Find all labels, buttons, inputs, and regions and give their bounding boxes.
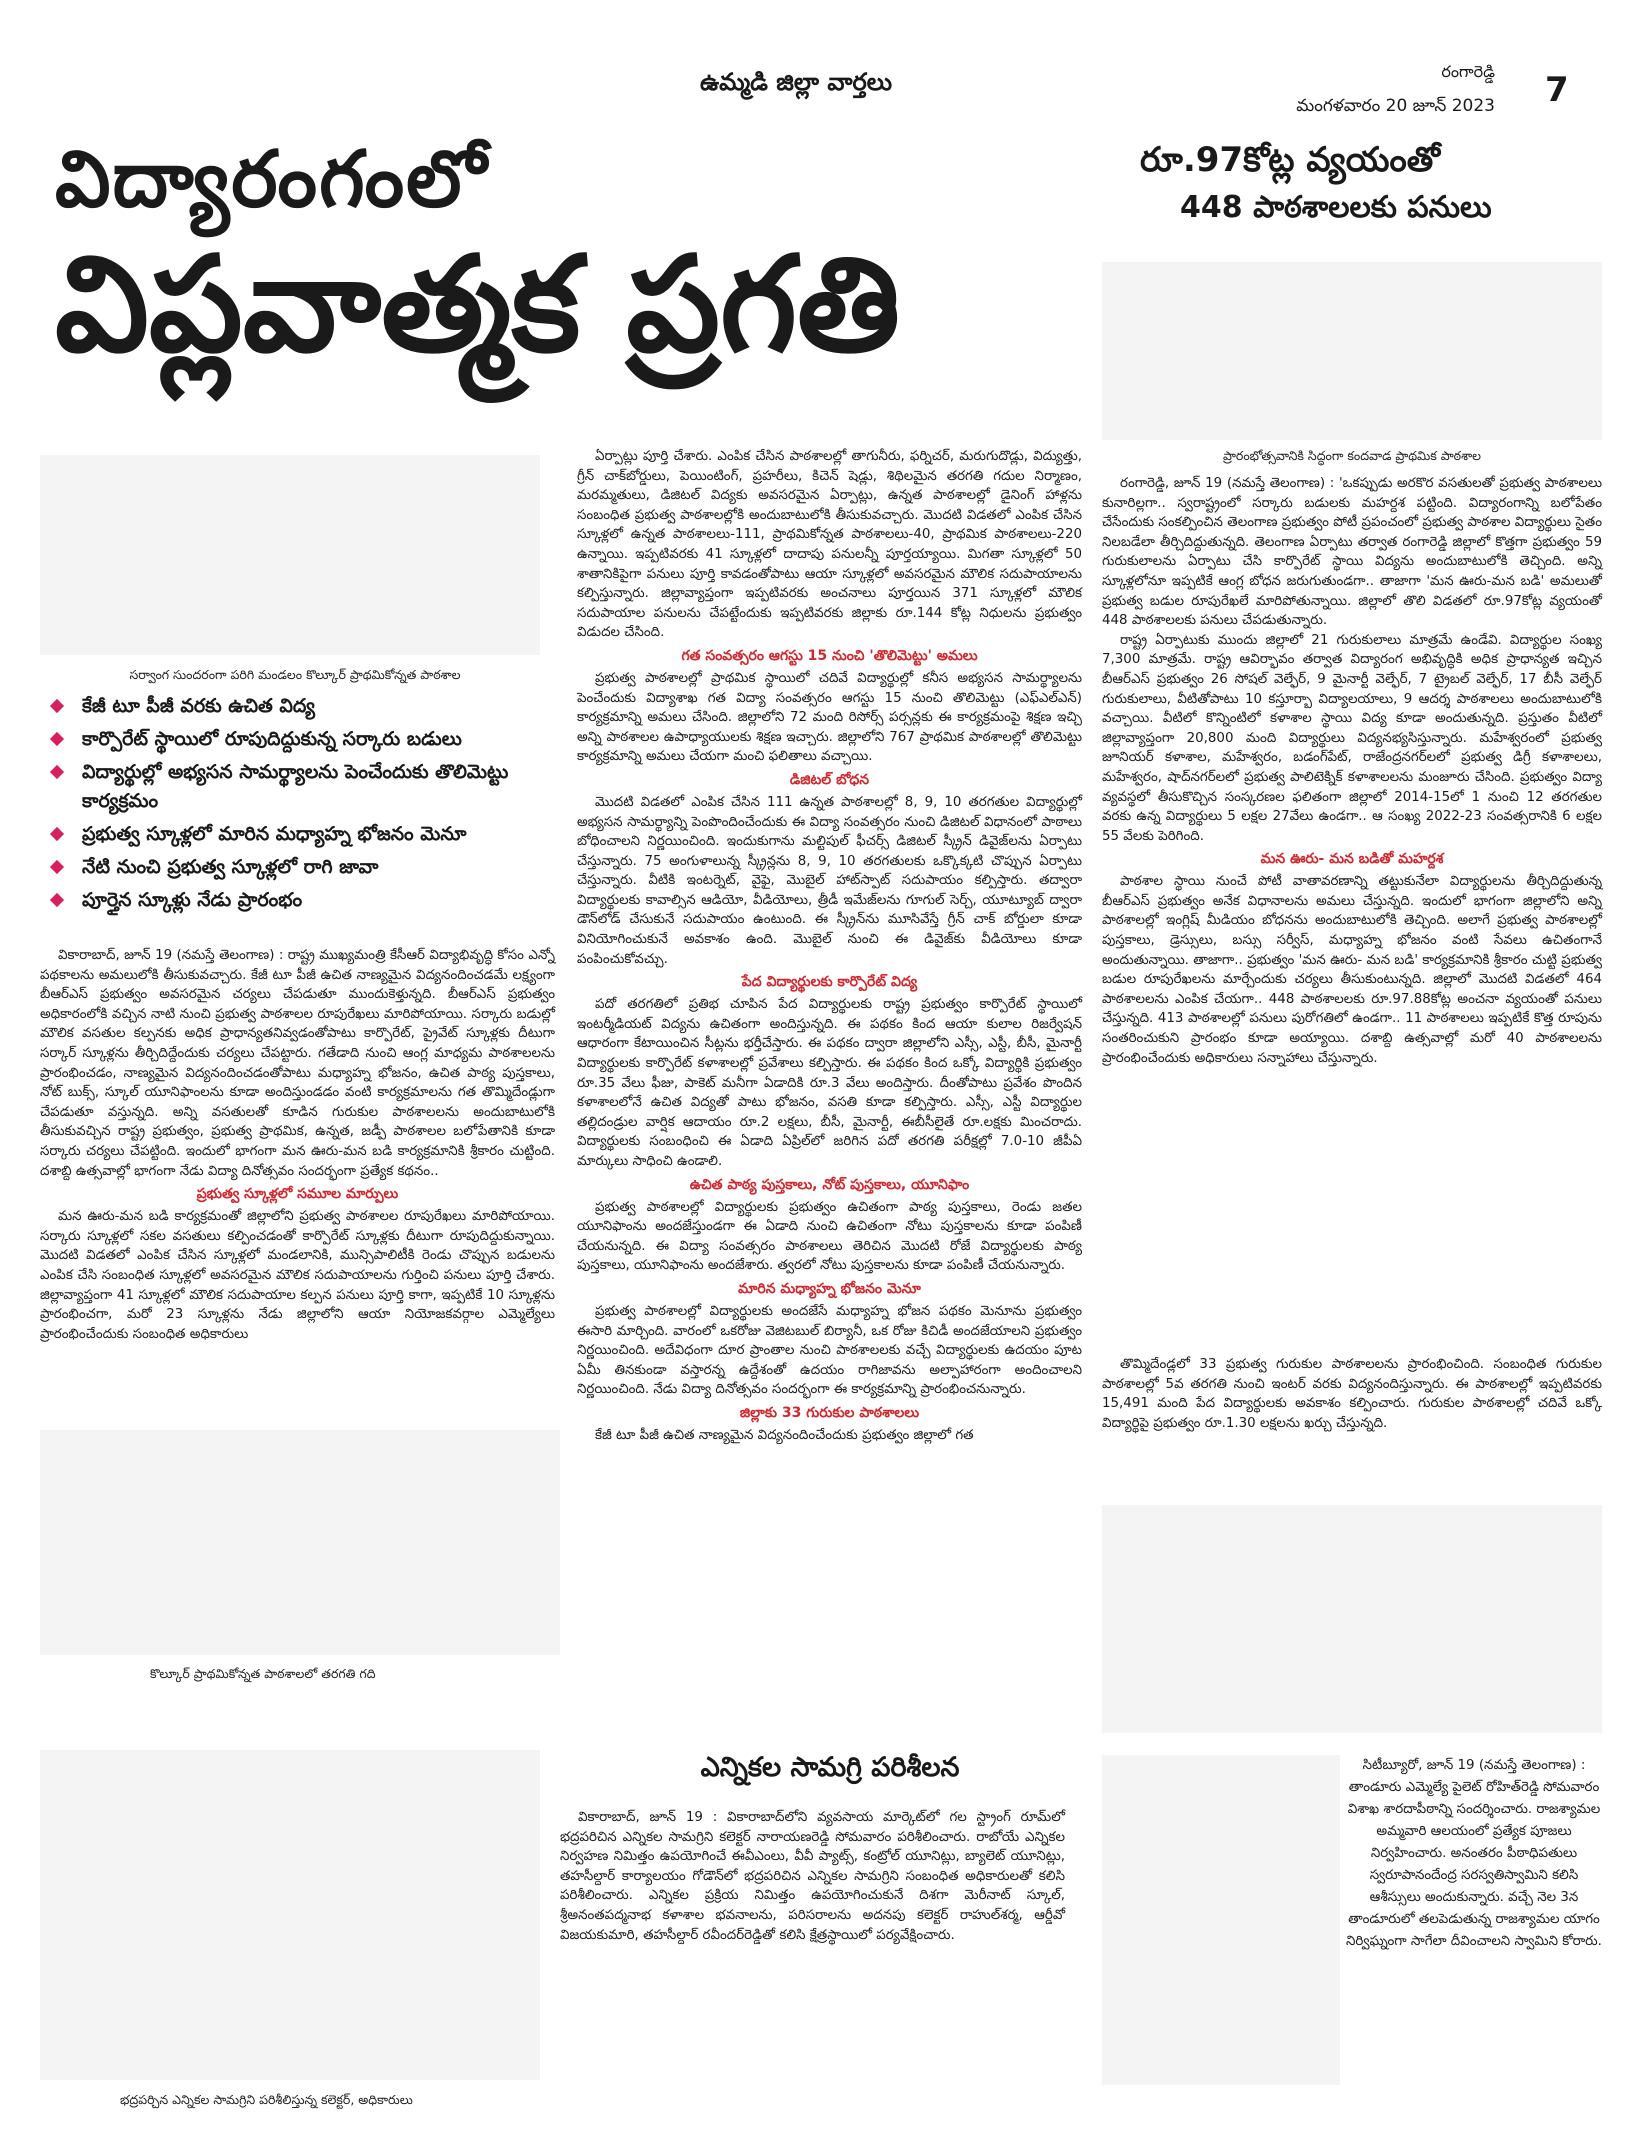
school-photo-kandawada	[1102, 262, 1602, 440]
election-photo-caption: భద్రపర్చిన ఎన్నికల సామగ్రిని పరిశీలిస్తున్న కలెక్టర్, అధికారులు	[120, 2092, 413, 2107]
election-story-title: ఎన్నికల సామగ్రి పరిశీలన	[700, 1752, 960, 1783]
col3-paragraph: రంగారెడ్డి, జూన్ 19 (నమస్తే తెలంగాణ) : 'ఒకప్పుడు అరకొర వసతులతో ప్రభుత్వ పాఠశాలలు కునారిల్లగా.. స్వరాష్ట్రంలో సర్కారు బడులకు మహర్దశ పట్టింది. విద్యారంగాన్ని బలోపేతం చేసేందుకు సంకల్పించిన తెలంగాణ ప్రభుత్వం పోటీ ప్రపంచంలో ప్రభుత్వ పాఠశాల విద్యార్థులు సైతం నిలబడేలా తీర్చిదిద్దుతున్నది. తెలంగాణ ఏర్పాటు తర్వాత రంగారెడ్డి జిల్లాలో కొత్తగా ప్రభుత్వం 59 గురుకులాలను ఏర్పాటు చేసి కార్పొరేట్ స్థాయి విద్యను అందుబాటులోకి తెచ్చింది. అన్ని స్కూళ్లలోనూ ఇప్పటికే ఆంగ్ల బోధన జరుగుతుండగా.. తాజాగా 'మన ఊరు-మన బడి' అమలుతో ప్రభుత్వ బడుల రూపురేఖలే మారిపోతున్నాయి. జిల్లాలో తొలి విడతలో రూ.97కోట్ల వ్యయంతో 448 పాఠశాలలకు పనులు చేపడుతున్నారు.	[1102, 476, 1602, 629]
page-number: 7	[1545, 70, 1569, 110]
subheadline-line1: రూ.97కోట్ల వ్యయంతో	[1140, 140, 1440, 180]
top-right-photo-caption: ప్రారంభోత్సవానికి సిద్ధంగా కందవాడ ప్రాథమిక పాఠశాల	[1223, 448, 1481, 463]
col2-paragraph: ఏర్పాట్లు పూర్తి చేశారు. ఎంపిక చేసిన పాఠశాలల్లో తాగునీరు, ఫర్నిచర్, మరుగుదొడ్లు, విద్యుత్తు, గ్రీన్ చాక్‌బోర్డులు, పెయింటింగ్, ప్రహరీలు, కిచెన్ షెడ్లు, శిథిలమైన తరగతి గదుల నిర్మాణం, మరమ్మతులు, డిజిటల్ విద్యకు అవసరమైన ఏర్పాట్లు, ఉన్నత పాఠశాలల్లో డైనింగ్ హాళ్లను సంబంధిత ప్రభుత్వ పాఠశాలల్లోకి అందుబాటులోకి తీసుకువచ్చారు. మొదటి విడతలో ఎంపిక చేసిన స్కూళ్లలో ఉన్నత పాఠశాలలు-111, ప్రాథమికోన్నత పాఠశాలలు-40, ప్రాథమిక పాఠశాలలు-220 ఉన్నాయి. ఇప్పటివరకు 41 స్కూళ్లలో దాదాపు పనులన్నీ పూర్తయ్యాయి. మిగతా స్కూళ్లలో 50 శాతానికిపైగా పనులు పూర్తి కావడంతోపాటు ఆయా స్కూళ్లలో అవసరమైన మౌలిక సదుపాయాలను కల్పిస్తున్నారు. జిల్లావ్యాప్తంగా ఇప్పటివరకు అంచనాలు పూర్తయిన 371 స్కూళ్లలో మౌలిక సదుపాయాల పనులను చేపట్టేందుకు ఇప్పటివరకు జిల్లాకు రూ.144 కోట్ల నిధులను ప్రభుత్వం విడుదల చేసింది.	[577, 449, 1082, 641]
election-paragraph: వికారాబాద్, జూన్ 19 : వికారాబాద్‌లోని వ్యవసాయ మార్కెట్‌లో గల స్ట్రాంగ్ రూమ్‌లో భద్రపరిచిన ఎన్నికల సామగ్రిని కలెక్టర్ నారాయణరెడ్డి సోమవారం పరిశీలించారు. రాబోయే ఎన్నికల నిర్వహణ నిమిత్తం ఉపయోగించే ఈవీఎంలు, వీవీ ప్యాట్స్, కంట్రోల్ యూనిట్లు, బ్యాలెట్ యూనిట్లు, తహసీల్దార్ కార్యాలయం గోడౌన్‌లో భద్రపరిచిన ఎన్నికల సామగ్రిని సంబంధిత అధికారులతో కలిసి పరిశీలించారు. ఎన్నికల ప్రక్రియ నిమిత్తం ఉపయోగించుకునే దిశగా మెరీనాట్ స్కూల్, శ్రీఅనంతపద్మనాభ కళాశాల భవనాలను, పరిసరాలను అదనపు కలెక్టర్ రాహుల్‌శర్మ, ఆర్డీవో విజయకుమారి, తహసీల్దార్ రవీందర్‌రెడ్డితో కలిసి క్షేత్రస్థాయిలో పర్యవేక్షించారు.	[560, 1810, 1065, 1943]
col2-paragraph: ప్రభుత్వ పాఠశాలల్లో ప్రాథమిక స్థాయిలో చదివే విద్యార్థుల్లో కనీస అభ్యసన సామర్థ్యాలను పెంచేందుకు విద్యాశాఖ గత విద్యా సంవత్సరం ఆగస్టు 15 నుంచి తొలిమెట్టు (ఎఫ్‌ఎల్‌ఎన్) కార్యక్రమాన్ని అమలు చేసింది. జిల్లాలోని 72 మంది రిసోర్స్ పర్సన్లకు ఈ కార్యక్రమంపై శిక్షణ ఇచ్చి అన్ని పాఠశాలల ఉపాధ్యాయులకు శిక్షణ ఇచ్చారు. జిల్లాలోని 767 ప్రాథమిక పాఠశాలల్లో తొలిమెట్టు కార్యక్రమాన్ని అమలు చేయగా మంచి ఫలితాలు వచ్చాయి.	[577, 670, 1082, 765]
highlight-item: నేటి నుంచి ప్రభుత్వ స్కూళ్లలో రాగి జావా	[40, 853, 560, 882]
classroom-photo	[40, 1430, 560, 1655]
brief-story-body	[1345, 1755, 1603, 1953]
col3-paragraph: తొమ్మిదేండ్లలో 33 ప్రభుత్వ గురుకుల పాఠశాలలను ప్రారంభించింది. సంబంధిత గురుకుల పాఠశాలల్లో 5వ తరగతి నుంచి ఇంటర్ వరకు విద్యనందిస్తున్నారు. ఈ పాఠశాలల్లో ఇప్పటివరకు 15,491 మంది పేద విద్యార్థులకు అవకాశం కల్పించారు. గురుకుల పాఠశాలల్లో చదివే ఒక్కో విద్యార్థిపై ప్రభుత్వం రూ.1.30 లక్షలను ఖర్చు చేస్తున్నది.	[1102, 1357, 1602, 1431]
highlight-item: పూర్తైన స్కూళ్లు నేడు ప్రారంభం	[40, 886, 560, 915]
district-label: రంగారెడ్డి	[1441, 62, 1495, 81]
temple-visit-photo	[1102, 1505, 1602, 1733]
col2-paragraph: మొదటి విడతలో ఎంపిక చేసిన 111 ఉన్నత పాఠశాలల్లో 8, 9, 10 తరగతుల విద్యార్థుల్లో అభ్యసన సామర్థ్యాన్ని పెంపొందించేందుకు ఈ విద్యా సంవత్సరం నుంచి డిజిటల్ విధానంలో పాఠాలు బోధించాలని నిర్ణయించింది. ఇందుకుగాను మల్టిపుల్ ఫీచర్స్ డిజిటల్ స్క్రీన్ డివైజ్‌లను ఏర్పాటు చేస్తున్నారు. 75 అంగుళాలున్న స్క్రీన్లను 8, 9, 10 తరగతులకు ఒక్కొక్కటి చొప్పున ఏర్పాటు చేస్తున్నారు. వీటికి ఇంటర్నెట్, వైఫై, మొబైల్ హాట్‌స్పాట్ సదుపాయం కల్పిస్తారు. తద్వారా విద్యార్థులకు కావాల్సిన ఆడియో, వీడియోలు, త్రీడీ ఇమేజ్‌లను గూగుల్ సెర్చ్, యూట్యూబ్ ద్వారా డౌన్‌లోడ్ చేసుకునే సదుపాయం ఉంటుంది. ఈ స్క్రీన్‌ను మూసివేస్తే గ్రీన్ చాక్ బోర్డులా కూడా వినియోగించుకునే అవకాశం ఉంది. మొబైల్ నుంచి ఈ డివైజ్‌కు వీడియోలు కూడా పంపించుకోవచ్చు.	[577, 794, 1082, 967]
highlight-item: విద్యార్థుల్లో అభ్యసన సామర్థ్యాలను పెంచేందుకు తొలిమెట్టు కార్యక్రమం	[40, 758, 560, 816]
left-photo-caption: సర్వాంగ సుందరంగా పరిగి మండలం కొల్కూర్ ప్రాథమికోన్నత పాఠశాల	[129, 667, 461, 682]
highlight-item: కార్పొరేట్ స్థాయిలో రూపుదిద్దుకున్న సర్కారు బడులు	[40, 725, 560, 754]
subheading: డిజిటల్ బోధన	[789, 771, 870, 788]
subheading: గత సంవత్సరం ఆగస్టు 15 నుంచి 'తొలిమెట్టు' అమలు	[681, 647, 978, 664]
col1-paragraph: వికారాబాద్, జూన్ 19 (నమస్తే తెలంగాణ) : రాష్ట్ర ముఖ్యమంత్రి కేసీఆర్ విద్యాభివృద్ధి కోసం ఎన్నో పథకాలను అమలులోకి తీసుకువచ్చారు. కేజీ టూ పీజీ ఉచిత నాణ్యమైన విద్యనందించడమే లక్ష్యంగా బీఆర్ఎస్ ప్రభుత్వం అవసరమైన చర్యలు చేపడుతూ ముందుకెళ్తున్నది. బీఆర్ఎస్ ప్రభుత్వం అధికారంలోకి వచ్చిన నాటి నుంచి ప్రభుత్వ పాఠశాలల రూపురేఖలు మారిపోయాయి. సర్కారు బడుల్లో మౌలిక వసతుల కల్పనకు అధిక ప్రాధాన్యతనివ్వడంతోపాటు కార్పొరేట్, ప్రైవేట్ స్కూళ్లకు దీటుగా సర్కార్ స్కూళ్లను తీర్చిదిద్దేందుకు చర్యలు చేపట్టారు. గతేడాది నుంచి ఆంగ్ల మాధ్యమ పాఠశాలలను ప్రారంభించడం, నాణ్యమైన విద్యనందించడంతోపాటు మధ్యాహ్న భోజనం, ఉచిత పాఠ్య పుస్తకాలు, నోట్ బుక్స్, స్కూల్ యూనిఫాంలను కూడా అందిస్తుండడం వంటి కార్యక్రమాలను గత తొమ్మిదేండ్లుగా చేపడుతూ వస్తున్నది. అన్ని వసతులతో కూడిన గురుకుల పాఠశాలలను అందుబాటులోకి తీసుకువచ్చిన రాష్ట్ర ప్రభుత్వం, ప్రభుత్వ ప్రాథమిక, ఉన్నత, జడ్పీ పాఠశాలల బలోపేతానికి కూడా సర్కారు చర్యలు చేపట్టింది. ఇందులో భాగంగా మన ఊరు-మన బడి కార్యక్రమానికి శ్రీకారం చుట్టింది. దశాబ్ది ఉత్సవాల్లో భాగంగా నేడు విద్యా దినోత్సవం సందర్భంగా ప్రత్యేక కథనం..	[40, 948, 555, 1179]
col2-paragraph: ప్రభుత్వ పాఠశాలల్లో విద్యార్థులకు ప్రభుత్వం ఉచితంగా పాఠ్య పుస్తకాలు, రెండు జతల యూనిఫాంను అందజేస్తుండగా ఈ ఏడాది నుంచి ఉచితంగా నోటు పుస్తకాలను కూడా పంపిణీ చేయనున్నది. ఈ విద్యా సంవత్సరం పాఠశాలలు తెరిచిన మొదటి రోజే విద్యార్థులకు పాఠ్య పుస్తకాలు, యూనిఫాంను అందజేశారు. త్వరలో నోటు పుస్తకాలను కూడా పంపిణీ చేయనున్నారు.	[577, 1199, 1082, 1274]
highlight-item: ప్రభుత్వ స్కూళ్లలో మారిన మధ్యాహ్న భోజనం మెనూ	[40, 820, 560, 849]
section-title: ఉమ్మడి జిల్లా వార్తలు	[700, 68, 893, 96]
brief-paragraph: సిటీబ్యూరో, జూన్ 19 (నమస్తే తెలంగాణ) : తాండూరు ఎమ్మెల్యే పైలెట్ రోహిత్‌రెడ్డి సోమవారం విశాఖ శారదాపీఠాన్ని సందర్శించారు. రాజశ్యామల అమ్మవారి ఆలయంలో ప్రత్యేక పూజలు నిర్వహించారు. అనంతరం పీఠాధిపతులు స్వరూపానందేంద్ర సరస్వతిస్వామిని కలిసి ఆశీస్సులు అందుకున్నారు. వచ్చే నెల 3న తాండూరులో తలపెడుతున్న రాజశ్యామల యాగం నిర్విఘ్నంగా సాగేలా దీవించాలని స్వామిని కోరారు.	[1346, 1758, 1602, 1949]
subheading: పేద విద్యార్థులకు కార్పొరేట్ విద్య	[741, 974, 918, 991]
subheading: జిల్లాకు 33 గురుకుల పాఠశాలలు	[739, 1404, 920, 1421]
classroom-photo-caption: కొల్కూర్ ప్రాథమికోన్నత పాఠశాలలో తరగతి గది	[150, 1666, 376, 1681]
headline-line1: విద్యారంగంలో	[55, 135, 489, 225]
highlights-list	[40, 692, 560, 919]
school-photo-kolkur	[40, 455, 540, 655]
subheading: మన ఊరు- మన బడితో మహర్దశ	[1260, 851, 1444, 868]
subheading: ఉచిత పాఠ్య పుస్తకాలు, నోట్ పుస్తకాలు, యూనిఫాం	[689, 1176, 970, 1193]
col1-paragraph: మన ఊరు-మన బడి కార్యక్రమంతో జిల్లాలోని ప్రభుత్వ పాఠశాలల రూపురేఖలు మారిపోయాయి. సర్కారు స్కూళ్లలో సకల వసతులు కల్పించడంతో కార్పొరేట్ స్కూళ్లకు దీటుగా రూపుదిద్దుకున్నాయి. మొదటి విడతలో ఎంపిక చేసిన స్కూళ్లలో మండలానికి, మున్సిపాలిటీకి రెండు చొప్పున బడులను ఎంపిక చేసి సంబంధిత స్కూళ్లలో అవసరమైన మౌలిక సదుపాయాలను గుర్తించి పనులు పూర్తి చేశారు. జిల్లావ్యాప్తంగా 41 స్కూళ్లలో మౌలిక సదుపాయాల కల్పన పనులు పూర్తి కాగా, ఇప్పటికే 10 స్కూళ్లను ప్రారంభించగా, మరో 23 స్కూళ్లను నేడు జిల్లాలోని ఆయా నియోజకవర్గాల ఎమ్మెల్యేలు ప్రారంభించేందుకు సంబంధిత అధికారులు	[40, 1209, 555, 1342]
article-col-1	[40, 946, 555, 1344]
subheading: మారిన మధ్యాహ్న భోజనం మెనూ	[738, 1280, 921, 1297]
headline-line2: విప్లవాత్మక ప్రగతి	[55, 228, 901, 382]
col2-paragraph: పదో తరగతిలో ప్రతిభ చూపిన పేద విద్యార్థులకు రాష్ట్ర ప్రభుత్వం కార్పొరేట్ స్థాయిలో ఇంటర్మీడియట్ విద్యను ఉచితంగా అందిస్తున్నది. ఈ పథకం కింద ఆయా కులాల రిజర్వేషన్ ఆధారంగా కేటాయించిన సీట్లను భర్తీచేస్తారు. ఈ పథకం ద్వారా జిల్లాలోని ఎస్సీ, ఎస్టీ, బీసీ, మైనార్టీ విద్యార్థులకు కార్పొరేట్ కళాశాలల్లో ప్రవేశాలు కల్పిస్తారు. ఈ పథకం కింద ఒక్కో విద్యార్థికి ప్రభుత్వం రూ.35 వేలు ఫీజు, పాకెట్ మనీగా ఏడాదికి రూ.3 వేలు అందిస్తారు. దీంతోపాటు ప్రవేశం పొందిన కళాశాలలోనే ఉచిత విద్యతో పాటు భోజనం, వసతి కూడా కల్పిస్తారు. ఎస్సీ, ఎస్టీ విద్యార్థుల తల్లిదండ్రుల వార్షిక ఆదాయం రూ.2 లక్షలు, బీసీ, మైనార్టీ, ఈబీసీలైతే రూ.లక్షకు మించరాదు. విద్యార్థులకు సంబంధించి ఈ ఏడాది ఏప్రిల్‌లో జరిగిన పదో తరగతి పరీక్షల్లో 7.0-10 జీపీఏ మార్కులు సాధించి ఉండాలి.	[577, 997, 1082, 1169]
election-photo	[40, 1750, 540, 2080]
col2-paragraph: కేజీ టూ పీజీ ఉచిత నాణ్యమైన విద్యనందించేందుకు ప్రభుత్వం జిల్లాలో గత	[595, 1427, 974, 1443]
col3-paragraph: రాష్ట్ర ఏర్పాటుకు ముందు జిల్లాలో 21 గురుకులాలు మాత్రమే ఉండేవి. విద్యార్థుల సంఖ్య 7,300 మాత్రమే. రాష్ట్ర ఆవిర్భావం తర్వాత విద్యారంగ అభివృద్ధికి అధిక ప్రాధాన్యత ఇచ్చిన బీఆర్ఎస్ ప్రభుత్వం 26 సోషల్ వెల్ఫేర్, 9 మైనార్టీ వెల్ఫేర్, 7 ట్రైబల్ వెల్ఫేర్, 17 బీసీ వెల్ఫేర్ గురుకులాలు, వీటితోపాటు 10 కస్తూర్బా విద్యాలయాలు, 9 ఆదర్శ పాఠశాలలు అందుబాటులోకి వచ్చాయి. వీటిలో కొన్నింటిలో కళాశాల స్థాయి విద్య కూడా అందుతున్నది. ప్రస్తుతం వీటిలో జిల్లావ్యాప్తంగా 20,800 మంది విద్యార్థులు విద్యనభ్యసిస్తున్నారు. మహేశ్వరంలో ప్రభుత్వ జూనియర్ కళాశాల, మహేశ్వరం, బడంగ్‌పేట్, రాజేంద్రనగర్‌లలో ప్రభుత్వ డిగ్రీ కళాశాలలు, మహేశ్వరం, షాద్‌నగర్‌లలో ప్రభుత్వ పాలిటెక్నిక్ కళాశాలలను మంజూరు చేసింది. ప్రభుత్వం విద్యా వ్యవస్థలో తీసుకొచ్చిన సంస్కరణల ఫలితంగా జిల్లాలో 2014-15లో 1 నుంచి 12 తరగతుల వరకు ఉన్న విద్యార్థులు 5 లక్షల 27వేలు ఉండగా.. ఆ సంఖ్య 2022-23 సంవత్సరానికి 6 లక్షల 55 వేలకు పెరిగింది.	[1102, 632, 1602, 844]
subheadline-line2: 448 పాఠశాలలకు పనులు	[1180, 190, 1492, 225]
article-col-2	[577, 447, 1082, 1446]
election-story-body	[560, 1808, 1065, 1945]
date-label: మంగళవారం 20 జూన్ 2023	[1296, 96, 1495, 116]
mla-photo	[1102, 1755, 1340, 2085]
subheading: ప్రభుత్వ స్కూళ్లలో సమూల మార్పులు	[196, 1186, 399, 1203]
article-col-3	[1102, 474, 1602, 1068]
col3-paragraph: పాఠశాల స్థాయి నుంచే పోటీ వాతావరణాన్ని తట్టుకునేలా విద్యార్థులను తీర్చిదిద్దుతున్న బీఆర్ఎస్ ప్రభుత్వం అనేక విధానాలను అమలు చేస్తున్నది. ఇందులో భాగంగా జిల్లాలోని అన్ని పాఠశాలల్లో ఇంగ్లిష్ మీడియం బోధనను అందుబాటులోకి తెచ్చింది. అలాగే ప్రభుత్వ పాఠశాలల్లో పుస్తకాలు, డ్రెస్సులు, బస్సు సర్వీస్, మధ్యాహ్న భోజనం వంటి సేవలు ఉచితంగానే అందుతున్నాయి. తాజాగా.. ప్రభుత్వం 'మన ఊరు- మన బడి' కార్యక్రమానికి శ్రీకారం చుట్టి ప్రభుత్వ బడుల రూపురేఖలను మార్చేందుకు చర్యలు తీసుకుంటున్నది. జిల్లాలో మొదటి విడతలో 464 పాఠశాలలను ఎంపిక చేయగా.. 448 పాఠశాలలకు రూ.97.88కోట్ల అంచనా వ్యయంతో పనులు చేస్తున్నది. 413 పాఠశాలల్లో పనులు పురోగతిలో ఉండగా.. 11 పాఠశాలలు ఇప్పటికే కొత్త రూపును సంతరించుకుని ప్రారంభం కూడా అయ్యాయి. దశాబ్ది ఉత్సవాల్లో మరో 40 పాఠశాలలను ప్రారంభించేందుకు అధికారులు సన్నాహాలు చేస్తున్నారు.	[1102, 874, 1602, 1066]
article-col-3-end	[1102, 1355, 1602, 1433]
highlight-item: కేజీ టూ పీజీ వరకు ఉచిత విద్య	[40, 692, 560, 721]
col2-paragraph: ప్రభుత్వ పాఠశాలల్లో విద్యార్థులకు అందజేసే మధ్యాహ్న భోజన పథకం మెనూను ప్రభుత్వం ఈసారి మార్చింది. వారంలో ఒకరోజు వెజిటబుల్ బిర్యానీ, ఒక రోజు కిచిడీ అందజేయాలని ప్రభుత్వం నిర్ణయించింది. అదేవిధంగా దూర ప్రాంతాల నుంచి పాఠశాలలకు వచ్చే విద్యార్థులకు ఉదయం పూట ఏమీ తినకుండా వస్తారన్న ఉద్దేశంతో ఉదయం రాగిజావను అల్పాహారంగా అందించాలని నిర్ణయించింది. నేడు విద్యా దినోత్సవం సందర్భంగా ఈ కార్యక్రమాన్ని ప్రారంభించనున్నారు.	[577, 1303, 1082, 1398]
